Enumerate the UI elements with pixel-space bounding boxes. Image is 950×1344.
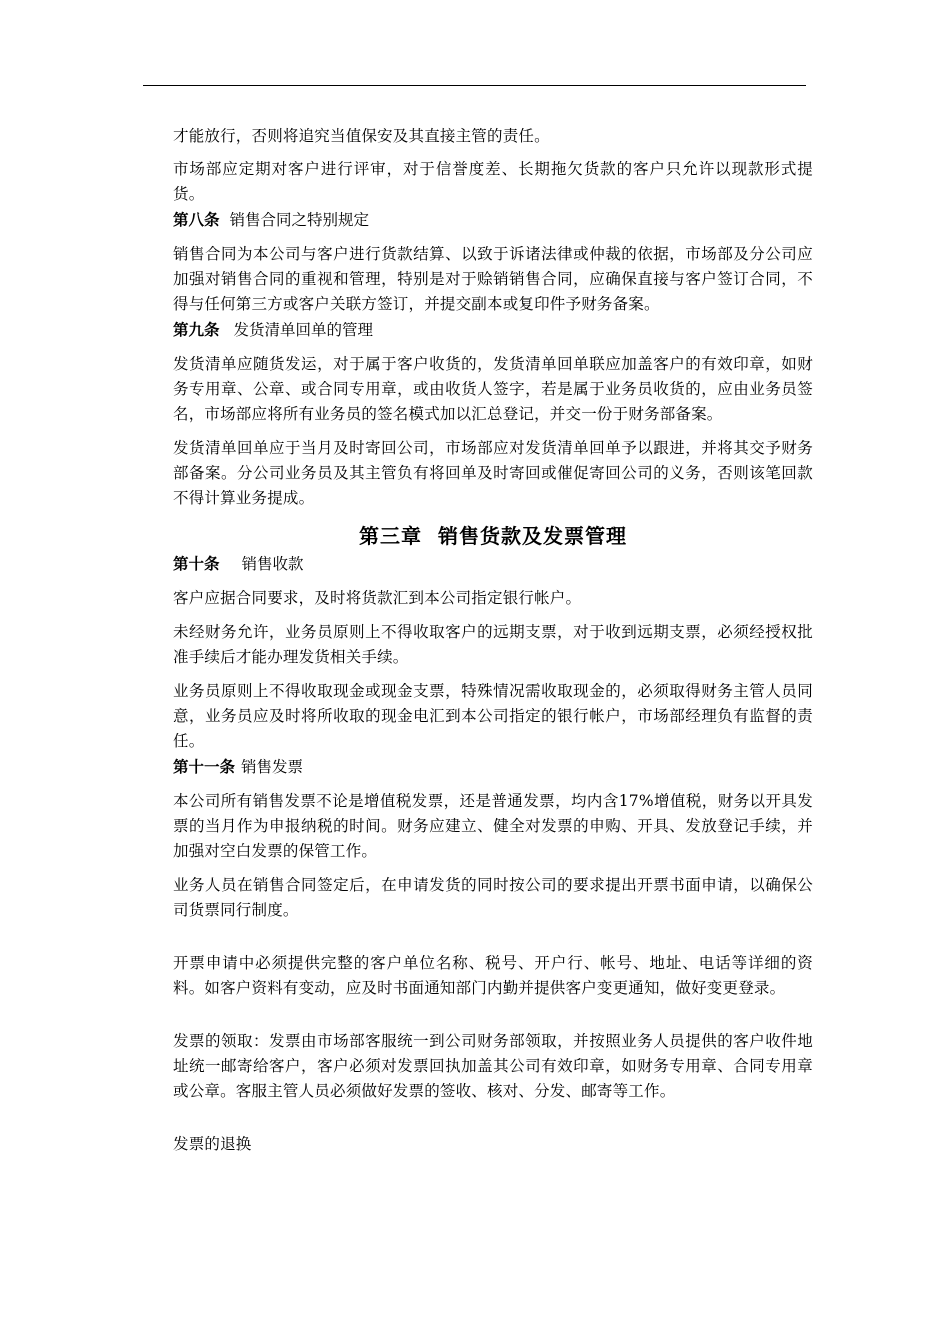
paragraph: 发票的领取：发票由市场部客服统一到公司财务部领取，并按照业务人员提供的客户收件地址统一邮寄给客户，客户必须对发票回执加盖其公司有效印章，如财务专用章、合同专用章或公章。客服主管人员必须做好发票的签收、核对、分发、邮寄等工作。 bbox=[173, 1032, 813, 1100]
article-number: 第八条 bbox=[173, 210, 220, 229]
article-heading-10 bbox=[173, 551, 813, 577]
article-heading-9 bbox=[173, 317, 813, 343]
article-number: 第十条 bbox=[173, 554, 220, 573]
paragraph: 发货清单应随货发运，对于属于客户收货的，发货清单回单联应加盖客户的有效印章，如财务专用章、公章、或合同专用章，或由收货人签字，若是属于业务员收货的，应由业务员签名，市场部应将所有业务员的签名模式加以汇总登记，并交一份于财务部备案。 bbox=[173, 355, 813, 423]
paragraph: 业务人员在销售合同签定后，在申请发货的同时按公司的要求提出开票书面申请，以确保公司货票同行制度。 bbox=[173, 876, 813, 919]
article-heading-11 bbox=[173, 754, 813, 780]
paragraph: 才能放行，否则将追究当值保安及其直接主管的责任。 bbox=[173, 127, 550, 145]
article-title: 销售合同之特别规定 bbox=[229, 211, 370, 229]
paragraph: 未经财务允许，业务员原则上不得收取客户的远期支票，对于收到远期支票，必须经授权批准手续后才能办理发货相关手续。 bbox=[173, 623, 813, 666]
article-title: 发货清单回单的管理 bbox=[233, 321, 374, 339]
article-number: 第十一条 bbox=[173, 757, 236, 776]
article-number: 第九条 bbox=[173, 320, 220, 339]
document-body bbox=[173, 124, 813, 1157]
paragraph: 发票的退换 bbox=[173, 1135, 252, 1153]
article-heading-8 bbox=[173, 207, 813, 233]
paragraph: 业务员原则上不得收取现金或现金支票，特殊情况需收取现金的，必须取得财务主管人员同意，业务员应及时将所收取的现金电汇到本公司指定的银行帐户，市场部经理负有监督的责任。 bbox=[173, 682, 813, 750]
header-rule bbox=[143, 85, 806, 86]
paragraph: 本公司所有销售发票不论是增值税发票，还是普通发票，均内含17%增值税，财务以开具发票的当月作为申报纳税的时间。财务应建立、健全对发票的申购、开具、发放登记手续，并加强对空白发票的保管工作。 bbox=[173, 792, 813, 860]
paragraph: 销售合同为本公司与客户进行货款结算、以致于诉诸法律或仲裁的依据，市场部及分公司应加强对销售合同的重视和管理，特别是对于赊销销售合同，应确保直接与客户签订合同，不得与任何第三方或客户关联方签订，并提交副本或复印件予财务备案。 bbox=[173, 245, 813, 313]
article-title: 销售发票 bbox=[241, 758, 304, 776]
paragraph: 发货清单回单应于当月及时寄回公司，市场部应对发货清单回单予以跟进，并将其交予财务部备案。分公司业务员及其主管负有将回单及时寄回或催促寄回公司的义务，否则该笔回款不得计算业务提成。 bbox=[173, 439, 813, 507]
paragraph: 客户应据合同要求，及时将货款汇到本公司指定银行帐户。 bbox=[173, 589, 582, 607]
chapter-title: 第三章 销售货款及发票管理 bbox=[359, 524, 627, 548]
paragraph: 市场部应定期对客户进行评审，对于信誉度差、长期拖欠货款的客户只允许以现款形式提货。 bbox=[173, 160, 813, 203]
paragraph: 开票申请中必须提供完整的客户单位名称、税号、开户行、帐号、地址、电话等详细的资料。如客户资料有变动，应及时书面通知部门内勤并提供客户变更通知，做好变更登录。 bbox=[173, 954, 813, 997]
article-title: 销售收款 bbox=[241, 555, 304, 573]
